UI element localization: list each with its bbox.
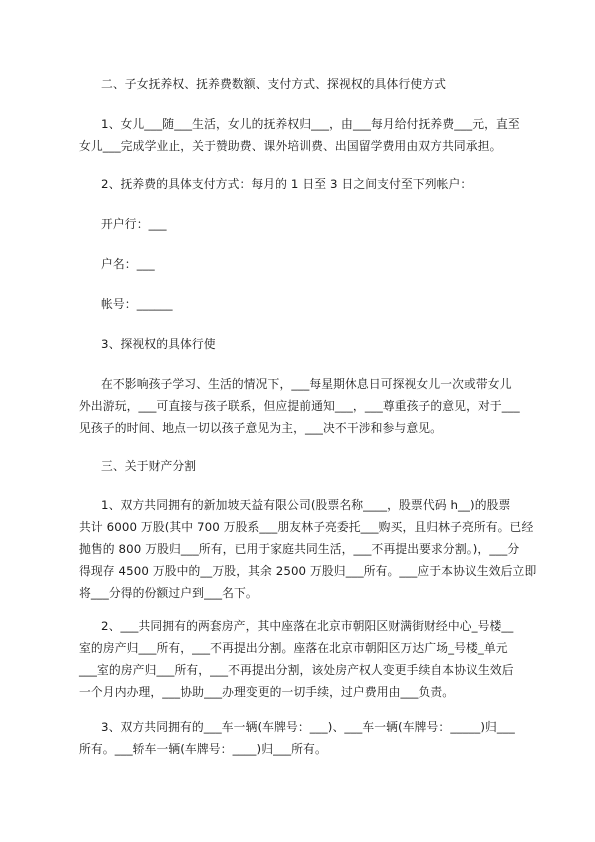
account-number-text: 帐号：______ xyxy=(101,297,173,311)
account-name-field xyxy=(79,253,519,275)
prop3-paragraph xyxy=(79,716,519,760)
item3-line-3: 见孩子的时间、地点一切以孩子意见为主，___决不干涉和参与意见。 xyxy=(79,421,443,435)
bank-field xyxy=(79,213,519,235)
item3-line-2: 外出游玩，___可直接与孩子联系，但应提前通知___，___尊重孩子的意见，对于___ xyxy=(79,399,520,413)
item3-paragraph xyxy=(79,373,519,439)
item3-heading-text: 3、探视权的具体行使 xyxy=(101,337,216,351)
section3-heading xyxy=(79,455,519,477)
prop3-line-2: 所有。___轿车一辆(车牌号：____)归___所有。 xyxy=(79,742,327,756)
prop1-line-3: 抛售的 800 万股归___所有，已用于家庭共同生活，___不再提出要求分割。)，___分 xyxy=(79,542,520,556)
prop2-paragraph xyxy=(79,615,519,703)
prop1-paragraph xyxy=(79,494,537,604)
account-name-text: 户名：___ xyxy=(101,257,155,271)
item1-line-2: 女儿___完成学业止，关于赞助费、课外培训费、出国留学费用由双方共同承担。 xyxy=(79,139,502,153)
section3-heading-text: 三、关于财产分割 xyxy=(101,459,197,473)
item2-text: 2、抚养费的具体支付方式：每月的 1 日至 3 日之间支付至下列帐户： xyxy=(101,177,473,191)
prop1-line-1: 1、双方共同拥有的新加坡天益有限公司(股票名称____，股票代码 h__)的股票 xyxy=(101,498,511,512)
account-number-field xyxy=(79,293,519,315)
prop1-line-4: 得现存 4500 万股中的__万股，其余 2500 万股归___所有。___应于本协议生效后立即 xyxy=(79,564,537,578)
prop2-line-4: 一个月内办理，___协助___办理变更的一切手续，过户费用由___负责。 xyxy=(79,685,455,699)
item2-paragraph xyxy=(79,173,519,195)
item3-line-1: 在不影响孩子学习、生活的情况下，___每星期休息日可探视女儿一次或带女儿 xyxy=(101,377,512,391)
prop3-line-1: 3、双方共同拥有的___车一辆(车牌号：___)、___车一辆(车牌号：_____)归___ xyxy=(101,720,515,734)
prop1-line-2: 共计 6000 万股(其中 700 万股系___朋友林子亮委托___购买，且归林子亮所有。已经 xyxy=(79,520,534,534)
item1-line-1: 1、女儿___随___生活，女儿的抚养权归___，由___每月给付抚养费___元，直至 xyxy=(101,117,520,131)
prop2-line-3: ___室的房产归___所有，___不再提出分割，该处房产权人变更手续自本协议生效后 xyxy=(79,663,514,677)
bank-text: 开户行：___ xyxy=(101,217,167,231)
prop1-line-5: 将___分得的份额过户到___名下。 xyxy=(79,586,258,600)
item3-heading xyxy=(79,333,519,355)
item1-paragraph xyxy=(79,113,519,157)
section2-heading xyxy=(79,73,519,95)
section2-heading-text: 二、子女抚养权、抚养费数额、支付方式、探视权的具体行使方式 xyxy=(101,77,447,91)
prop2-line-2: 室的房产归___所有，___不再提出分割。座落在北京市朝阳区万达广场_号楼_单元 xyxy=(79,641,508,655)
prop2-line-1: 2、___共同拥有的两套房产，其中座落在北京市朝阳区财满街财经中心_号楼__ xyxy=(101,619,514,633)
